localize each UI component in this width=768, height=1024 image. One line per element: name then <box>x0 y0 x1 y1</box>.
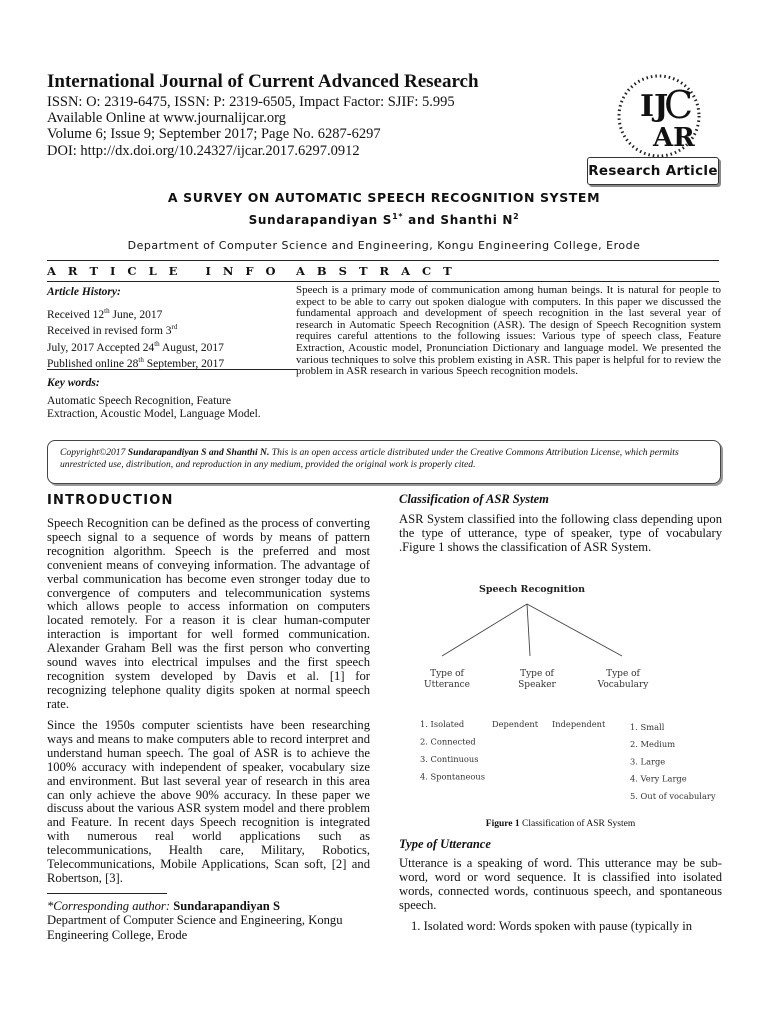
journal-logo <box>610 72 708 160</box>
vocab-item-1: 1. Small <box>630 722 665 732</box>
author-2: Shanthi N <box>440 213 514 227</box>
published-line: Published online 28th September, 2017 <box>47 356 225 371</box>
abstract-text: Speech is a primary mode of communication among human beings. It is natural for people to expect to be able to carry out spoken dialogue with computers. In this paper we discussed the fundamental approach and development of speech recognition in the last several year of research in Automatic Speech Recognition (ASR). The design of Speech Recognition system requires careful attentions to the following issues: Various type of speech class, Feature Extraction, Acoustic model, Pronunciation Dictionary and language model. We presented the various techniques to solve this problem existing in ASR. This paper is helpful for to review the problem in ASR research in various Speech recognition models. <box>296 284 721 378</box>
doi-line: DOI: http://dx.doi.org/10.24327/ijcar.2017.6297.0912 <box>47 143 360 159</box>
info-rule <box>47 281 297 282</box>
utterance-item-3: 3. Continuous <box>420 754 479 764</box>
classification-text: ASR System classified into the following class depending upon the type of utterance, type of speaker, type of vocabulary .Figure 1 shows the classification of ASR System. <box>399 512 722 554</box>
received-line: Received 12th June, 2017 <box>47 307 163 321</box>
figure-caption: Figure 1 Classification of ASR System <box>485 819 636 829</box>
article-info-heading: A R T I C L E I N F O <box>47 264 280 278</box>
branch-speaker-l1: Type of <box>520 669 554 679</box>
history-dates <box>47 305 287 371</box>
introduction-heading: INTRODUCTION <box>47 493 174 508</box>
author-1-sup: 1* <box>392 212 404 221</box>
speaker-item-2: Independent <box>552 719 606 729</box>
vocabulary-items <box>630 722 716 801</box>
branch-utterance-l2: Utterance <box>424 680 470 690</box>
corresponding-affil: Department of Computer Science and Engineering, Kongu Engineering College, Erode <box>47 913 343 942</box>
vocab-item-5: 5. Out of vocabulary <box>630 790 716 801</box>
classification-figure <box>412 578 722 808</box>
logo-ij: IJ <box>640 89 669 124</box>
volume-line: Volume 6; Issue 9; September 2017; Page No. 6287-6297 <box>47 126 381 142</box>
abstract-heading: A B S T R A C T <box>296 264 456 278</box>
keywords-text: Automatic Speech Recognition, Feature Extraction, Acoustic Model, Language Model. <box>47 395 261 420</box>
branch-vocab-l2: Vocabulary <box>597 680 649 690</box>
author-2-sup: 2 <box>513 212 520 221</box>
accepted-line: July, 2017 Accepted 24th August, 2017 <box>47 339 224 354</box>
utterance-items <box>420 719 485 782</box>
footnote-rule <box>47 893 167 894</box>
vocab-item-3: 3. Large <box>630 756 666 767</box>
branch-utterance-l1: Type of <box>430 669 464 679</box>
abstract-rule <box>296 281 719 282</box>
keywords-label: Key words: <box>47 377 100 389</box>
online-line: Available Online at www.journalijcar.org <box>47 110 286 126</box>
top-rule <box>47 260 719 261</box>
speaker-item-1: Dependent <box>492 719 539 729</box>
authors <box>0 212 768 227</box>
utterance-item-1: 1. Isolated <box>420 719 465 729</box>
vocab-item-4: 4. Very Large <box>630 773 687 784</box>
utterance-item-1: 1. Isolated word: Words spoken with pause (typically in <box>411 919 693 933</box>
intro-paragraph-2: Since the 1950s computer scientists have been researching ways and means to make computers able to record interpret and understand human speech. The goal of ASR is to achieve the 100% accuracy with independent of speaker, vocabulary size and environment. But last several year of research in this area can only achieve the above 90% accuracy. In these paper we discuss about the various ASR system model and there problem and Feature. In recent days Speech recognition is integrated with numerous real world applications such as telecommunications, Health care, Military, Robotics, Telecommunications, Mobile Applications, Scan soft, [2] and Robertson, [3]. <box>47 718 370 885</box>
branch-vocab-l1: Type of <box>606 669 640 679</box>
tree-line-mid <box>527 604 530 656</box>
corresponding-author: *Corresponding author: Sundarapandiyan S <box>47 899 280 913</box>
utterance-item-2: 2. Connected <box>420 736 476 747</box>
copyright-text: Copyright©2017 Sundarapandiyan S and Shanthi N. This is an open access article distributed under the Creative Commons Attribution License, which permits unrestricted use, distribution, and reproduction in any medium, provided the original work is properly cited. <box>60 447 679 470</box>
tree-line-right <box>527 604 622 656</box>
branch-speaker-l2: Speaker <box>518 680 556 690</box>
classification-heading: Classification of ASR System <box>399 492 549 506</box>
author-1: Sundarapandiyan S <box>248 213 393 227</box>
research-article-badge: Research Article <box>587 157 719 185</box>
utterance-text: Utterance is a speaking of word. This utterance may be sub-word, word or word sequence. It is classified into isolated words, connected words, continuous speech, and spontaneous speech. <box>399 856 722 912</box>
utterance-item-4: 4. Spontaneous <box>420 771 486 782</box>
logo-c: C <box>664 83 694 127</box>
history-label: Article History: <box>47 286 121 298</box>
author-and: and <box>403 213 441 227</box>
vocab-item-2: 2. Medium <box>630 739 676 750</box>
figure-root: Speech Recognition <box>478 584 586 595</box>
logo-ar: AR <box>653 123 695 153</box>
keywords-rule <box>47 369 297 370</box>
paper-title: A SURVEY ON AUTOMATIC SPEECH RECOGNITION SYSTEM <box>167 190 601 205</box>
journal-title: International Journal of Current Advanced Research <box>47 71 479 92</box>
revised-line: Received in revised form 3rd <box>47 323 178 338</box>
tree-line-left <box>442 604 527 656</box>
intro-paragraph-1: Speech Recognition can be defined as the process of converting speech signal to a sequence of words by means of pattern recognition algorithm. Speech is the preferred and most convenient means of conveying information. The advantage of verbal communication has become even stronger today due to convergence of computers and telecommunication systems which allows people to access information on computers located remotely. For a reason it is clear human-computer interaction is important for well formed communication. Alexander Graham Bell was the first person who converting sound waves into electrical impulses and the first speech recognition system developed by Davis et al. [1] for recognizing telephone quality digits spoken at normal speech rate. <box>47 516 370 711</box>
issn-line: ISSN: O: 2319-6475, ISSN: P: 2319-6505, Impact Factor: SJIF: 5.995 <box>47 94 455 110</box>
speaker-items <box>492 719 606 729</box>
utterance-heading: Type of Utterance <box>399 837 491 851</box>
affiliation: Department of Computer Science and Engineering, Kongu Engineering College, Erode <box>127 239 641 252</box>
